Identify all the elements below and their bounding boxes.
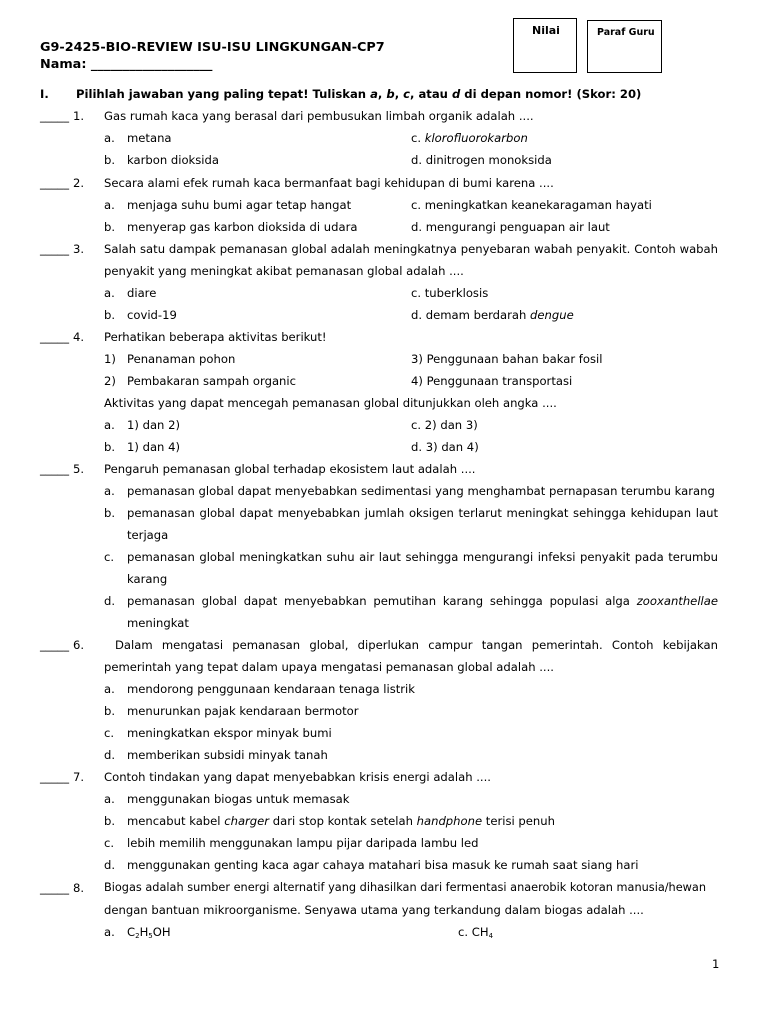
option-letter: a. [104, 792, 115, 806]
option-letter: a. [104, 286, 115, 300]
option-a: pemanasan global dapat menyebabkan sedimentasi yang menghambat pernapasan terumbu karang [127, 484, 715, 498]
option-letter: a. [104, 484, 115, 498]
option-letter: c. [104, 550, 115, 564]
question-text: Secara alami efek rumah kaca bermanfaat bagi kehidupan di bumi karena .... [104, 176, 554, 190]
option-d: pemanasan global dapat menyebabkan pemutihan karang sehingga populasi alga zooxanthellae [127, 594, 718, 608]
answer-blank[interactable]: _____ [40, 638, 69, 652]
question-number: 7. [73, 770, 85, 784]
question-number: 6. [73, 638, 85, 652]
option-a: metana [127, 131, 172, 145]
item-2: Pembakaran sampah organic [127, 374, 296, 388]
section-instruction: Pilihlah jawaban yang paling tepat! Tuliskan a, b, c, atau d di depan nomor! (Skor: 20) [76, 87, 642, 101]
question-text: Dalam mengatasi pemanasan global, diperlukan campur tangan pemerintah. Contoh kebijakan [115, 638, 718, 652]
question-text: Contoh tindakan yang dapat menyebabkan krisis energi adalah .... [104, 770, 491, 784]
question-text: Biogas adalah sumber energi alternatif yang dihasilkan dari fermentasi anaerobik kotoran manusia/hewan [104, 881, 706, 894]
question-text: Pengaruh pemanasan global terhadap ekosistem laut adalah .... [104, 462, 476, 476]
option-b: covid-19 [127, 308, 177, 322]
option-c: pemanasan global meningkatkan suhu air laut sehingga mengurangi infeksi penyakit pada terumbu [127, 550, 718, 564]
option-letter: b. [104, 814, 116, 828]
question-number: 1. [73, 109, 85, 123]
answer-blank[interactable]: _____ [40, 330, 69, 344]
section-numeral: I. [40, 87, 49, 101]
option-c: meningkatkan ekspor minyak bumi [127, 726, 332, 740]
option-d-cont: meningkat [127, 616, 189, 630]
page-number: 1 [712, 957, 720, 971]
question-text: Salah satu dampak pemanasan global adalah meningkatnya penyebaran wabah penyakit. Contoh wabah [104, 242, 718, 256]
option-a: $C_2H_5OH$ [127, 925, 171, 940]
option-letter: d. [104, 594, 116, 608]
option-d: d. 3) dan 4) [411, 440, 479, 454]
answer-blank[interactable]: _____ [40, 242, 69, 256]
option-c: lebih memilih menggunakan lampu pijar daripada lambu led [127, 836, 479, 850]
option-a: menggunakan biogas untuk memasak [127, 792, 350, 806]
option-letter: a. [104, 418, 115, 432]
answer-blank[interactable]: _____ [40, 881, 69, 895]
option-a: mendorong penggunaan kendaraan tenaga listrik [127, 682, 415, 696]
answer-blank[interactable]: _____ [40, 109, 69, 123]
option-letter: b. [104, 220, 116, 234]
question-text-cont: Aktivitas yang dapat mencegah pemanasan global ditunjukkan oleh angka .... [104, 396, 557, 410]
option-letter: b. [104, 308, 116, 322]
option-a: 1) dan 2) [127, 418, 180, 432]
option-c: c. tuberklosis [411, 286, 489, 300]
option-c: c. 2) dan 3) [411, 418, 478, 432]
teacher-sign-box[interactable] [587, 20, 662, 73]
option-c-cont: karang [127, 572, 168, 586]
question-text-cont: dengan bantuan mikroorganisme. Senyawa utama yang terkandung dalam biogas adalah .... [104, 903, 644, 917]
option-b: karbon dioksida [127, 153, 219, 167]
option-letter: a. [104, 682, 115, 696]
option-letter: d. [104, 748, 116, 762]
item-1: Penanaman pohon [127, 352, 236, 366]
option-letter: c. [104, 726, 115, 740]
item-4: 4) Penggunaan transportasi [411, 374, 573, 388]
option-letter: a. [104, 131, 115, 145]
option-c: c. klorofluorokarbon [411, 131, 528, 145]
option-b: pemanasan global dapat menyebabkan jumlah oksigen terlarut meningkat sehingga kehidupan laut [127, 506, 718, 520]
option-letter: d. [104, 858, 116, 872]
item-3: 3) Penggunaan bahan bakar fosil [411, 352, 603, 366]
option-c: c. $CH_4$ [458, 925, 494, 940]
option-letter: b. [104, 440, 116, 454]
option-b-cont: terjaga [127, 528, 169, 542]
score-box[interactable] [513, 18, 577, 73]
score-box-label: Nilai [532, 24, 560, 37]
option-b: 1) dan 4) [127, 440, 180, 454]
option-b: menyerap gas karbon dioksida di udara [127, 220, 358, 234]
option-letter: b. [104, 506, 116, 520]
option-b: mencabut kabel charger dari stop kontak setelah handphone terisi penuh [127, 814, 555, 828]
item-number: 1) [104, 352, 116, 366]
option-a: diare [127, 286, 157, 300]
option-c: c. meningkatkan keanekaragaman hayati [411, 198, 652, 212]
option-letter: a. [104, 198, 115, 212]
option-d: d. dinitrogen monoksida [411, 153, 552, 167]
teacher-sign-box-label: Paraf Guru [597, 27, 655, 38]
question-text: Perhatikan beberapa aktivitas berikut! [104, 330, 327, 344]
question-number: 2. [73, 176, 85, 190]
question-text-cont: penyakit yang meningkat akibat pemanasan global adalah .... [104, 264, 464, 278]
option-d: memberikan subsidi minyak tanah [127, 748, 328, 762]
item-number: 2) [104, 374, 116, 388]
option-a: menjaga suhu bumi agar tetap hangat [127, 198, 352, 212]
option-letter: a. [104, 925, 115, 939]
answer-blank[interactable]: _____ [40, 770, 69, 784]
option-d: menggunakan genting kaca agar cahaya matahari bisa masuk ke rumah saat siang hari [127, 858, 639, 872]
option-d: d. demam berdarah dengue [411, 308, 574, 322]
answer-blank[interactable]: _____ [40, 462, 69, 476]
question-number: 4. [73, 330, 85, 344]
question-number: 3. [73, 242, 85, 256]
question-text-cont: pemerintah yang tepat dalam upaya mengatasi pemanasan global adalah .... [104, 660, 554, 674]
option-b: menurunkan pajak kendaraan bermotor [127, 704, 359, 718]
option-letter: c. [104, 836, 115, 850]
question-number: 8. [73, 881, 85, 895]
option-letter: b. [104, 153, 116, 167]
document-code: G9-2425-BIO-REVIEW ISU-ISU LINGKUNGAN-CP7 [40, 40, 385, 55]
option-letter: b. [104, 704, 116, 718]
option-d: d. mengurangi penguapan air laut [411, 220, 610, 234]
name-field[interactable]: Nama: ___________________ [40, 57, 213, 72]
question-text: Gas rumah kaca yang berasal dari pembusukan limbah organik adalah .... [104, 109, 534, 123]
question-number: 5. [73, 462, 85, 476]
answer-blank[interactable]: _____ [40, 176, 69, 190]
